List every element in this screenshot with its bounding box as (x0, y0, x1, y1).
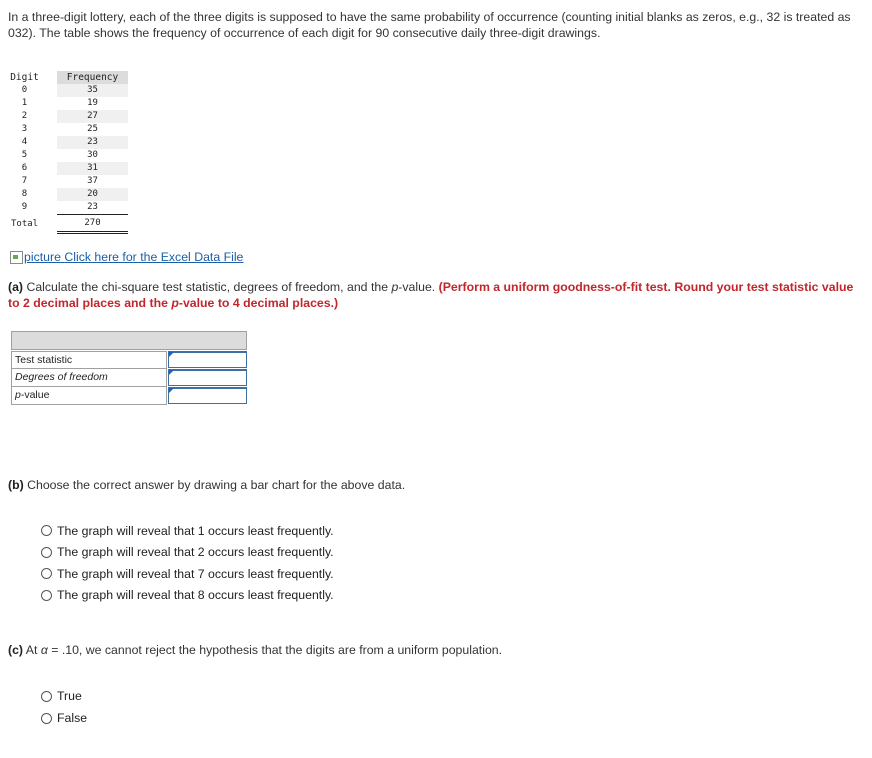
part-b-option[interactable]: The graph will reveal that 7 occurs least frequently. (41, 563, 334, 585)
radio-button[interactable] (41, 568, 52, 579)
broken-image-icon (10, 251, 23, 264)
digit-cell: 1 (21, 98, 28, 108)
part-b-label: (b) (8, 478, 24, 492)
excel-data-link[interactable] (10, 250, 243, 264)
problem-intro: In a three-digit lottery, each of the three digits is supposed to have the same probability of occurrence (counting initial blanks as zeros, e.g., 32 is treated as 032). The table shows the frequency of occurrence of each digit for 90 consecutive daily three-digit drawings. (8, 10, 851, 40)
digit-cell: 3 (21, 124, 28, 134)
digit-cell: 0 (21, 85, 28, 95)
table-row (8, 188, 128, 201)
degrees-of-freedom-input[interactable] (168, 369, 247, 386)
table-row (8, 123, 128, 136)
digit-cell: 5 (21, 150, 28, 160)
test-statistic-input[interactable] (168, 351, 247, 368)
digit-cell: 9 (21, 202, 28, 213)
digit-header: Digit (10, 72, 39, 83)
digit-cell: 2 (21, 111, 28, 121)
table-row (8, 149, 128, 162)
answer-table (11, 331, 247, 405)
digit-cell: 7 (21, 176, 28, 186)
degrees-of-freedom-label: Degrees of freedom (11, 369, 167, 387)
frequency-cell: 31 (57, 162, 128, 175)
part-a-question: (a) Calculate the chi-square test statistic, degrees of freedom, and the p-value. (Perform a uniform goodness-of-fit test. Round your test statistic value to 2 decimal places and the p-value to 4 decimal places.) (8, 280, 854, 310)
radio-button[interactable] (41, 713, 52, 724)
table-row (8, 136, 128, 149)
excel-link-text: Click here for the Excel Data File (64, 250, 244, 264)
excel-link-alt: picture (24, 250, 61, 264)
digit-cell: 4 (21, 137, 28, 147)
p-value-label: p-value (11, 387, 167, 405)
part-c-options (41, 685, 87, 729)
part-b-question: (b) Choose the correct answer by drawing a bar chart for the above data. (8, 478, 406, 492)
table-row (8, 162, 128, 175)
frequency-cell: 30 (87, 150, 98, 160)
false-option[interactable]: False (41, 707, 87, 729)
radio-button[interactable] (41, 525, 52, 536)
table-row (8, 84, 128, 97)
true-option[interactable]: True (41, 685, 87, 707)
frequency-cell: 37 (87, 176, 98, 186)
answer-table-header (11, 331, 247, 350)
part-a-instruction: (Perform a uniform goodness-of-fit test. Round your test statistic value to 2 decimal places and the p-value to 4 decimal places.) (8, 280, 854, 310)
part-a-label: (a) (8, 280, 24, 294)
table-row (8, 110, 128, 123)
digit-cell: 8 (21, 189, 28, 199)
frequency-cell: 19 (87, 98, 98, 108)
frequency-cell: 27 (57, 110, 128, 123)
frequency-cell: 35 (57, 84, 128, 97)
p-value-input[interactable] (168, 387, 247, 404)
frequency-table (8, 71, 128, 234)
test-statistic-label: Test statistic (11, 351, 167, 369)
frequency-cell: 20 (57, 188, 128, 201)
radio-button[interactable] (41, 547, 52, 558)
frequency-header: Frequency (57, 71, 128, 84)
table-row (8, 175, 128, 188)
part-b-option[interactable]: The graph will reveal that 8 occurs least frequently. (41, 585, 334, 607)
radio-button[interactable] (41, 590, 52, 601)
digit-cell: 6 (21, 163, 28, 173)
total-label: Total (11, 218, 39, 229)
total-row (8, 215, 128, 233)
part-b-options (41, 520, 334, 606)
part-b-option[interactable]: The graph will reveal that 1 occurs least frequently. (41, 520, 334, 542)
frequency-cell: 25 (87, 124, 98, 134)
frequency-cell: 23 (57, 136, 128, 149)
part-c-question: (c) At α = .10, we cannot reject the hypothesis that the digits are from a uniform population. (8, 643, 503, 657)
radio-button[interactable] (41, 691, 52, 702)
frequency-cell: 23 (57, 201, 128, 215)
part-c-label: (c) (8, 643, 24, 657)
table-row (8, 97, 128, 110)
table-row (8, 201, 128, 215)
total-value: 270 (57, 215, 128, 233)
part-b-option[interactable]: The graph will reveal that 2 occurs least frequently. (41, 542, 334, 564)
